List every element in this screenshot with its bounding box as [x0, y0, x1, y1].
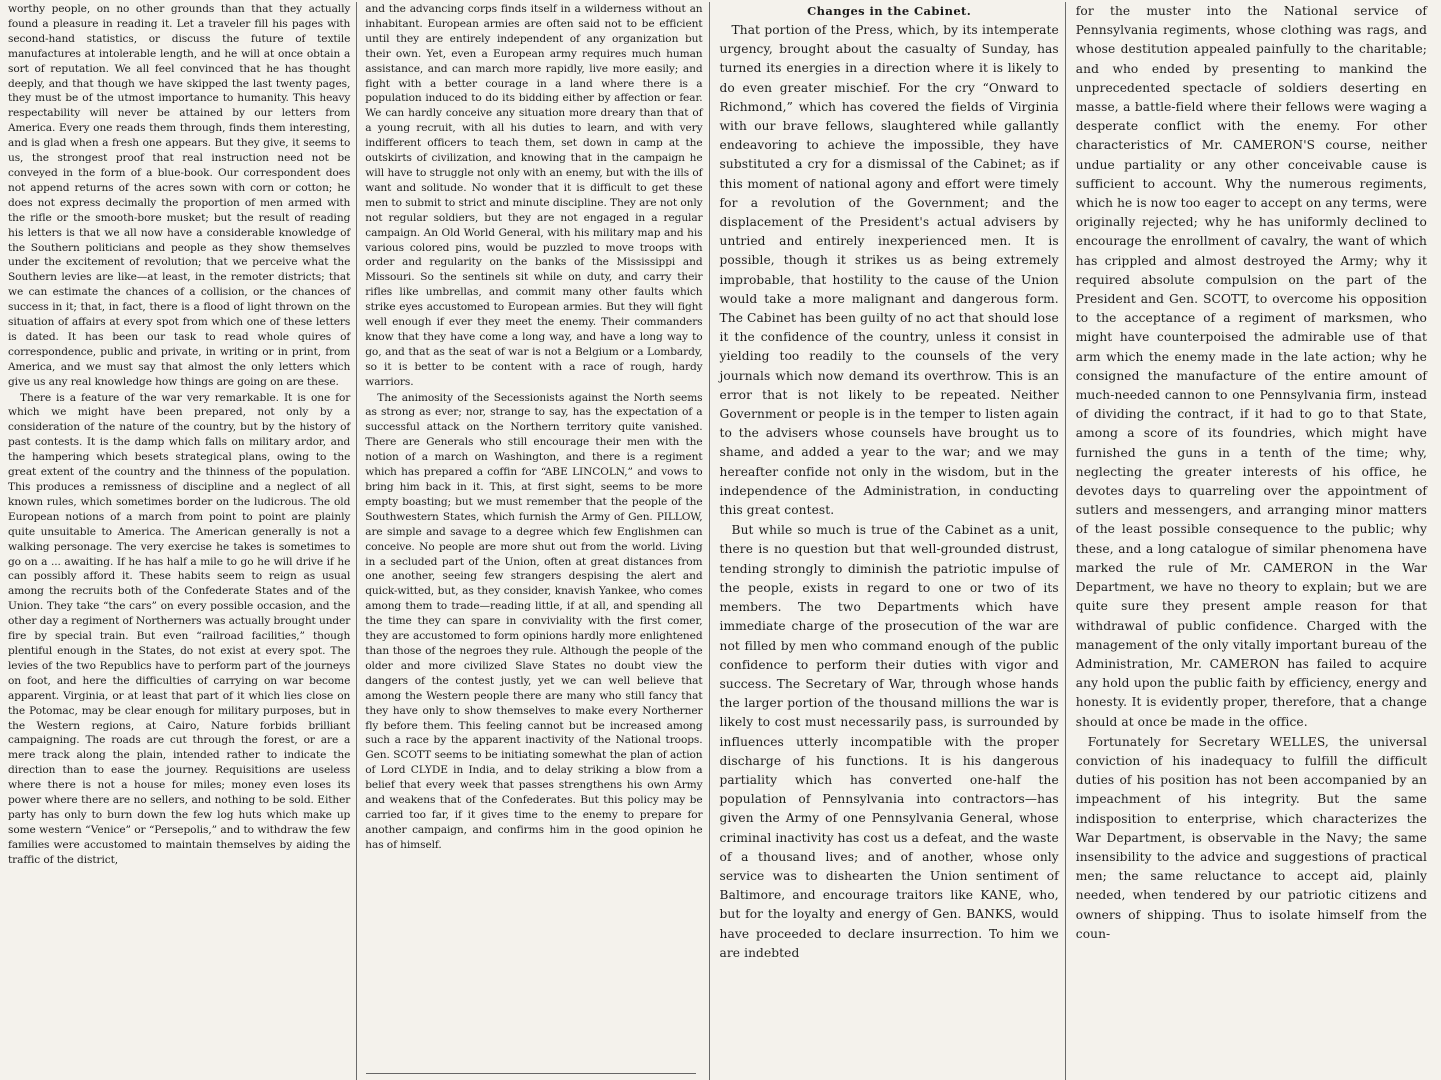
paragraph: But while so much is true of the Cabinet as a unit, there is no question but that well-grounded distrust, tending strongly to diminish the patriotic impulse of the people, exists in regard to one or two of its members. The two Departments which have immediate charge of the prosecution of the war are not filled by men who command enough of the public confidence to perform their duties with vigor and success. The Secretary of War, through whose hands the larger portion of the thousand millions the war is likely to cost must necessarily pass, is surrounded by influences utterly incompatible with the proper discharge of his functions. It is his dangerous partiality which has converted one-half the population of Pennsylvania into contractors—has given the Army of one Pennsylvania General, whose criminal inactivity has cost us a defeat, and the waste of a thousand lives; and of another, whose only service was to dishearten the Union sentiment of Baltimore, and encourage traitors like KANE, who, but for the loyalty and energy of Gen. BANKS, would have proceeded to declare insurrection. To him we are indebted: [719, 523, 1059, 960]
paragraph: That portion of the Press, which, by its intemperate urgency, brought about the casualty of Sunday, has turned its energies in a direction where it is likely to do even greater mischief. For the cry “Onward to Richmond,” which has covered the fields of Virginia with our brave fellows, slaughtered while gallantly endeavoring to achieve the impossible, they have substituted a cry for a dismissal of the Cabinet; as if this moment of national agony and effort were timely for a revolution of the Government; and the displacement of the President's actual advisers by untried and entirely inexperienced men. It is possible, though it strikes us as being extremely improbable, that hostility to the cause of the Union would take a more malignant and dangerous form. The Cabinet has been guilty of no act that should lose it the confidence of the country, unless it consist in yielding too readily to the counsels of the very journals which now demand its overthrow. This is an error that is not likely to be repeated. Neither Government or people is in the temper to listen again to the advisers whose counsels have brought us to shame, and added a year to the war; and we may hereafter confide not only in the wisdom, but in the independence of the Administration, in conducting this great contest.: [719, 23, 1059, 518]
paragraph: Fortunately for Secretary WELLES, the universal conviction of his inadequacy to fulfill the difficult duties of his position has not been accompanied by an impeachment of his integrity. But the same indisposition to enterprise, which characterizes the War Department, is observable in the Navy; the same insensibility to the advice and suggestions of practical men; the same reluctance to accept aid, plainly needed, when tendered by our patriotic citizens and owners of shipping. Thus to isolate himself from the coun-: [1075, 734, 1427, 941]
column-1: [4, 2, 356, 1080]
paragraph: and the advancing corps finds itself in a wilderness without an inhabitant. European armies are often said not to be efficient until they are entirely independent of any organization but their own. Yet, even a European army requires much human assistance, and can march more rapidly, live more easily; and fight with a better courage in a land where there is a population induced to do its bidding either by affection or fear. We can hardly conceive any situation more dreary than that of a young recruit, with all his duties to learn, and with very indifferent officers to teach them, set down in camp at the outskirts of civilization, and knowing that in the campaign he will have to struggle not only with an enemy, but with the ills of want and solitude. No wonder that it is difficult to get these men to submit to strict and minute discipline. They are not only not regular soldiers, but they are not engaged in a regular campaign. An Old World General, with his military map and his various colored pins, would be puzzled to move troops with order and regularity on the banks of the Mississippi and Missouri. So the sentinels sit while on duty, and carry their rifles like umbrellas, and commit many other faults which strike eyes accustomed to European armies. But they will fight well enough if ever they meet the enemy. Their commanders know that they have come a long way, and have a long way to go, and that as the seat of war is not a Belgium or a Lombardy, so it is better to be content with a race of rough, hardy warriors.: [365, 3, 703, 388]
column-4: [1066, 2, 1437, 1080]
column-3: [710, 2, 1065, 1080]
paragraph: for the muster into the National service of Pennsylvania regiments, whose clothing was rags, and whose destitution appealed painfully to the charitable; and who ended by presenting to mankind the unprecedented spectacle of soldiers deserting en masse, a battle-field where their fellows were waging a desperate conflict with the enemy. For other characteristics of Mr. CAMERON'S course, neither undue partiality or any other conceivable cause is sufficient to account. Why the numerous regiments, which he is now too eager to accept on any terms, were originally rejected; why he has uniformly declined to encourage the enrollment of cavalry, the want of which has crippled and almost destroyed the Army; why it required absolute compulsion on the part of the President and Gen. SCOTT, to overcome his opposition to the acceptance of a regiment of marksmen, who might have counterpoised the admirable use of that arm which the enemy made in the late action; why he consigned the manufacture of the entire amount of much-needed cannon to one Pennsylvania firm, instead of dividing the contract, if it had to go to that State, among a score of its foundries, which might have furnished the guns in a tenth of the time; why, neglecting the greater interests of his office, he devotes days to quarreling over the appointment of sutlers and messengers, and arranging minor matters of the least possible consequence to the public; why these, and a long catalogue of similar phenomena have marked the rule of Mr. CAMERON in the War Department, we have no theory to explain; but we are quite sure they present ample reason for that withdrawal of public confidence. Charged with the management of the only vitally important bureau of the Administration, Mr. CAMERON has failed to acquire any hold upon the public faith by efficiency, energy and honesty. It is evidently proper, therefore, that a change should at once be made in the office.: [1075, 4, 1427, 729]
column-2: [357, 2, 708, 1080]
paragraph: worthy people, on no other grounds than that they actually found a pleasure in reading it. Let a traveler fill his pages with second-hand statistics, or discuss the future of textile manufactures at intolerable length, and he will at once obtain a sort of reputation. We all feel convinced that he has thought deeply, and that though we have skipped the last twenty pages, they must be of the utmost importance to humanity. This heavy respectability will never be attained by our letters from America. Every one reads them through, finds them interesting, and is glad when a fresh one appears. But they give, it seems to us, the strongest proof that real instruction need not be conveyed in the form of a blue-book. Our correspondent does not append returns of the acres sown with corn or cotton; he does not express decimally the proportion of men armed with the rifle or the smooth-bore musket; but the result of reading his letters is that we all now have a considerable knowledge of the Southern politicians and people as they show themselves under the excitement of revolution; that we perceive what the Southern levies are like—at least, in the remoter districts; that we can estimate the chances of a collision, or the chances of success in it; that, in fact, there is a flood of light thrown on the situation of affairs at every spot from which one of these letters is dated. It has been our task to read whole quires of correspondence, public and private, in writing or in print, from America, and we must say that almost the only letters which give us any real knowledge how things are going on are these.: [8, 3, 351, 388]
paragraph: There is a feature of the war very remarkable. It is one for which we might have been prepared, not only by a consideration of the nature of the country, but by the history of past contests. It is the damp which falls on military ardor, and the hampering which besets strategical plans, owing to the great extent of the country and the thinness of the population. This produces a remissness of discipline and a neglect of all known rules, which sometimes border on the ludicrous. The old European notions of a march from point to point are plainly quite unsuitable to America. The American generally is not a walking personage. The very exercise he takes is sometimes to go on a ... awaiting. If he has half a mile to go he will drive if he can possibly afford it. These habits seem to reign as usual among the recruits both of the Confederate States and of the Union. They take “the cars” on every possible occasion, and the other day a regiment of Northerners was actually brought under fire by special train. But even “railroad facilities,” though plentiful enough in the States, do not exist at every spot. The levies of the two Republics have to perform part of the journeys on foot, and here the difficulties of carrying on war become apparent. Virginia, or at least that part of it which lies close on the Potomac, may be clear enough for military purposes, but in the Western regions, at Cairo, Nature forbids brilliant campaigning. The roads are cut through the forest, or are a mere track along the plain, intended rather to indicate the direction than to ease the journey. Requisitions are useless where there is not a house for miles; money even loses its power where there are no sellers, and nothing to be sold. Either party has only to burn down the few log huts which make up some western “Venice” or “Persepolis,” and to withdraw the few families were accustomed to maintain themselves by aiding the traffic of the district,: [8, 391, 351, 866]
bottom-rule: [366, 1073, 696, 1074]
article-headline: Changes in the Cabinet.: [807, 4, 972, 18]
paragraph: The animosity of the Secessionists against the North seems as strong as ever; nor, strange to say, has the expectation of a successful attack on the Northern territory quite vanished. There are Generals who still encourage their men with the notion of a march on Washington, and there is a regiment which has prepared a coffin for “ABE LINCOLN,” and vows to bring him back in it. This, at first sight, seems to be more empty boasting; but we must remember that the people of the Southwestern States, which furnish the Army of Gen. PILLOW, are simple and savage to a degree which few Englishmen can conceive. No people are more shut out from the world. Living in a secluded part of the Union, often at great distances from one another, seeing few strangers despising the alert and quick-witted, but, as they consider, knavish Yankee, who comes among them to trade—reading little, if at all, and spending all the time they can spare in conviviality with the first comer, they are accustomed to form opinions hardly more enlightened than those of the negroes they rule. Although the people of the older and more civilized Slave States no doubt view the dangers of the contest justly, yet we can well believe that among the Western people there are many who still fancy that they have only to show themselves to make every Northerner fly before them. This feeling cannot but be increased among such a race by the apparent inactivity of the National troops. Gen. SCOTT seems to be initiating somewhat the plan of action of Lord CLYDE in India, and to delay striking a blow from a belief that every week that passes strengthens his own Army and weakens that of the Confederates. But this policy may be carried too far, if it gives time to the enemy to prepare for another campaign, and confirms him in the good opinion he has of himself.: [365, 391, 703, 851]
